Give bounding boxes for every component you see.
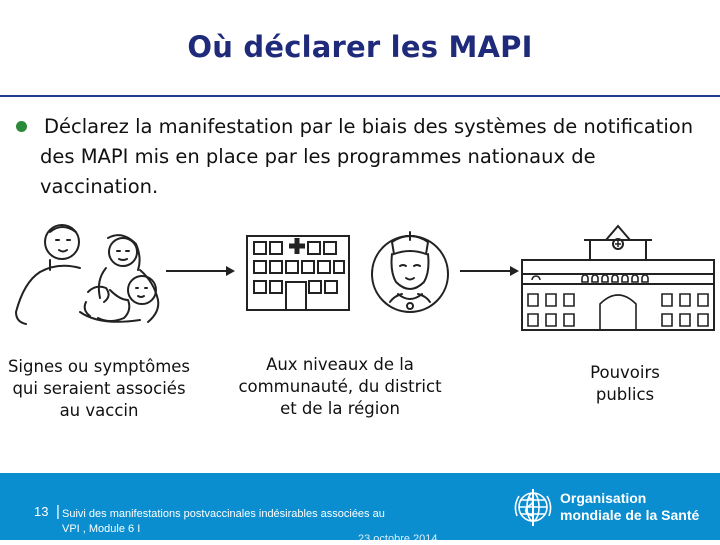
caption-levels-line: et de la région (280, 399, 400, 418)
caption-authorities (570, 362, 680, 406)
slide-title: Où déclarer les MAPI (187, 30, 533, 64)
caption-signs-line: Signes ou symptômes (7, 357, 191, 376)
bullet-text (40, 112, 714, 202)
caption-levels-line: communauté, du district (238, 377, 442, 396)
health-facility-icon (245, 230, 355, 312)
caption-authorities-line: Pouvoirs (590, 363, 660, 382)
who-name-line: mondiale de la Santé (560, 507, 700, 523)
bullet-icon (16, 121, 27, 132)
footer-separator: | (56, 503, 60, 520)
caption-signs-line: au vaccin (59, 401, 139, 420)
caption-authorities-line: publics (595, 385, 655, 404)
caption-levels-line: Aux niveaux de la (266, 355, 414, 374)
government-building-icon (520, 222, 716, 332)
caption-levels (230, 354, 450, 420)
bullet-line-1: Déclarez la manifestation par le biais des systèmes de notification (44, 115, 694, 138)
caption-signs-line: qui seraient associés (12, 379, 186, 398)
footer-text-line: VPI , Module 6 I (62, 523, 141, 535)
caption-signs (0, 356, 198, 422)
who-name-line: Organisation (560, 490, 647, 506)
footer-date: 23 octobre 2014 (358, 533, 438, 545)
title-divider (0, 95, 720, 97)
footer-text-line: Suivi des manifestations postvaccinales indésirables associées au (62, 508, 385, 520)
who-organization-name (560, 490, 699, 524)
family-icon (10, 212, 170, 332)
who-emblem-icon (512, 486, 554, 528)
health-worker-icon (368, 218, 452, 322)
arrow-icon (164, 264, 236, 278)
bullet-line-2: des MAPI mis en place par les programmes nationaux de vaccination. (40, 145, 596, 198)
page-number: 13 (34, 504, 49, 519)
arrow-icon (458, 264, 520, 278)
